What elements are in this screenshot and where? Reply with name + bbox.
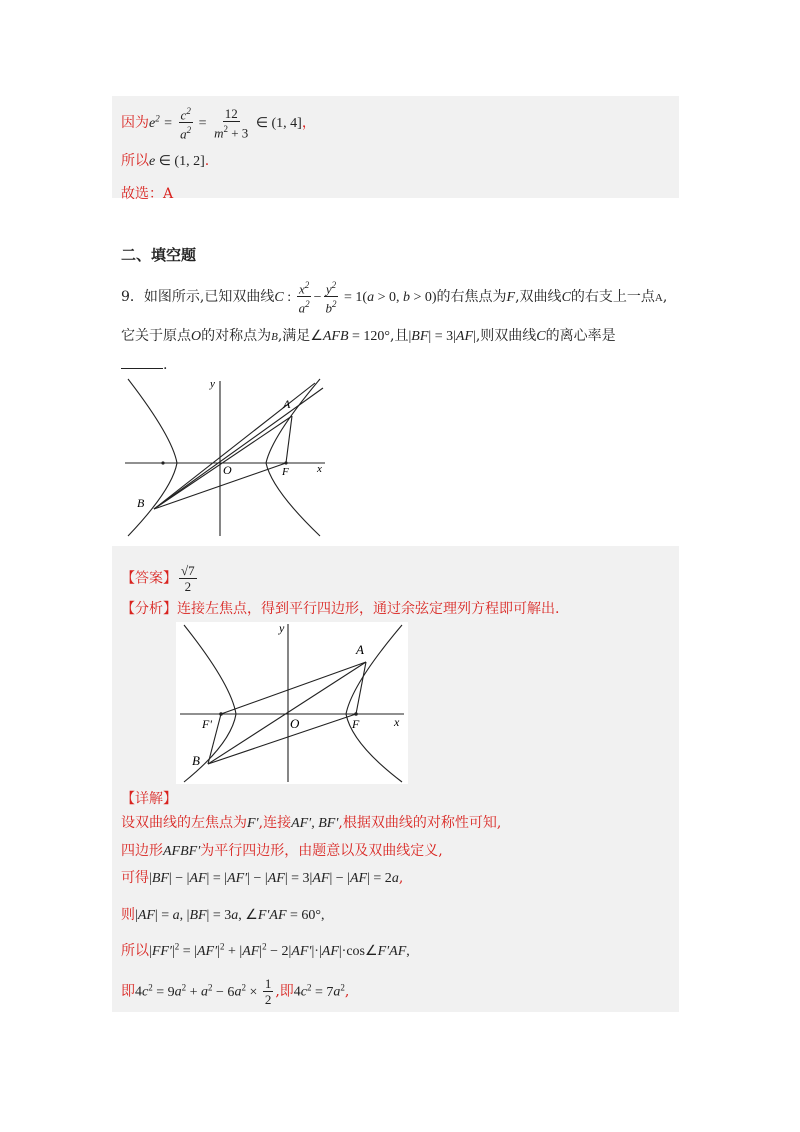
detail-line-5: 所以$|FF'|^2 = |AF'|^2 + |AF|^2$ − 2|AF′|·|AF|·cos∠F′AF, [121,941,410,959]
section-heading: 二、填空题 [121,246,197,264]
fig1-B-label: B [137,496,145,510]
detail-line-4: 则|AF| = a, |BF| = 3a, ∠F′AF = 60°, [121,907,325,923]
fig1-x-label: x [317,463,322,475]
fig2-F-label: F [352,717,360,731]
fig2-B-label: B [192,753,200,768]
answer-line: 【答案】 $\frac{√7}{2}$ [121,563,195,594]
fig2-A-label: A [356,642,364,657]
question-line-2: 它关于原点O的对称点为B,满足∠AFB = 120°,且|BF| = 3|AF|,则双曲线C的离心率是 [121,328,616,344]
answer-blank [121,356,163,369]
analysis-line: 【分析】连接左焦点，得到平行四边形，通过余弦定理列方程即可解出. [121,601,560,617]
top-line-3: 故选：A [121,186,174,202]
detail-line-3: 可得|BF| − |AF| = |AF′| − |AF| = 3|AF| − |AF| = 2a, [121,870,404,886]
top-line-1: 因为$e^2$ = $\frac{c^2}{a^2}$ = $\frac{12}{m^2 + 3}$ ∈ (1, 4]， [121,105,316,142]
fig2-O-label: O [290,716,300,731]
figure-1-hyperbola [120,376,330,541]
detail-line-6: 即$4c^2 = 9a^2 + a^2 - 6a^2$ × $\frac{1}{2}$ ,即$4c^2 = 7a^2$, [121,976,350,1007]
fig1-y-label: y [210,378,215,390]
figure-2-parallelogram [176,622,408,784]
question-line-3: . [121,356,167,373]
fig2-F1-label: F' [202,717,212,731]
detail-line-2: 四边形AFBF′为平行四边形，由题意以及双曲线定义, [121,843,443,859]
fig1-F-label: F [282,466,289,478]
fig2-x-label: x [394,715,400,729]
fig2-y-label: y [279,622,285,635]
fig1-A-label: A [283,397,291,411]
fig1-O-label: O [223,463,232,477]
detail-line-1: 设双曲线的左焦点为F′,连接AF′, BF′,根据双曲线的对称性可知, [121,815,502,831]
question-line-1: 9．如图所示,已知双曲线C : $\frac{x^2}{a^2}$ − $\frac{y^2}{b^2}$ = 1(a > 0, b > 0)的右焦点为F,双曲线C的右支上一点A, [121,280,668,316]
top-line-2: 所以e ∈ (1, 2]. [121,153,210,169]
detail-label: 【详解】 [121,791,177,807]
